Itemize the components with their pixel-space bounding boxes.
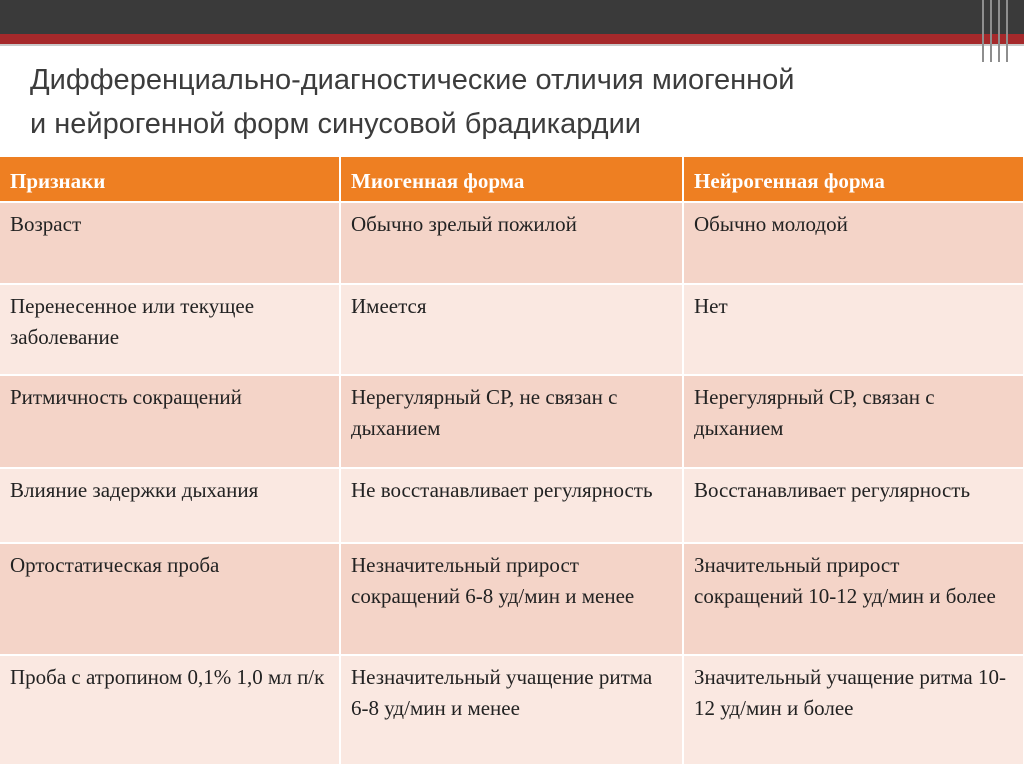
cell-myogenic: Незначительный прирост сокращений 6-8 уд/мин и менее <box>340 543 683 655</box>
cell-myogenic: Не восстанавливает регулярность <box>340 468 683 543</box>
table-row <box>0 202 1024 284</box>
cell-neurogenic: Обычно молодой <box>683 202 1024 284</box>
top-decorative-bar <box>0 0 1024 34</box>
table-row <box>0 543 1024 655</box>
table-row <box>0 655 1024 764</box>
cell-sign: Перенесенное или текущее заболевание <box>0 284 340 375</box>
decorative-divider <box>0 44 1024 46</box>
cell-neurogenic: Нет <box>683 284 1024 375</box>
table-row <box>0 284 1024 375</box>
cell-myogenic: Обычно зрелый пожилой <box>340 202 683 284</box>
cell-neurogenic: Значительный учащение ритма 10-12 уд/мин и более <box>683 655 1024 764</box>
cell-myogenic: Нерегулярный СР, не связан с дыханием <box>340 375 683 468</box>
cell-myogenic: Имеется <box>340 284 683 375</box>
header-signs: Признаки <box>0 157 340 202</box>
header-myogenic: Миогенная форма <box>340 157 683 202</box>
cell-myogenic: Незначительный учащение ритма 6-8 уд/мин и менее <box>340 655 683 764</box>
cell-neurogenic: Нерегулярный СР, связан с дыханием <box>683 375 1024 468</box>
cell-neurogenic: Восстанавливает регулярность <box>683 468 1024 543</box>
cell-neurogenic: Значительный прирост сокращений 10-12 уд/мин и более <box>683 543 1024 655</box>
comparison-table <box>0 157 1024 764</box>
cell-sign: Возраст <box>0 202 340 284</box>
header-neurogenic: Нейрогенная форма <box>683 157 1024 202</box>
table-row <box>0 375 1024 468</box>
cell-sign: Ритмичность сокращений <box>0 375 340 468</box>
cell-sign: Проба с атропином 0,1% 1,0 мл п/к <box>0 655 340 764</box>
table-row <box>0 468 1024 543</box>
table-header-row <box>0 157 1024 202</box>
slide-title <box>30 58 990 146</box>
accent-stripes <box>974 0 1024 62</box>
title-line-1: Дифференциально-диагностические отличия миогенной <box>30 64 795 96</box>
cell-sign: Влияние задержки дыхания <box>0 468 340 543</box>
title-line-2: и нейрогенной форм синусовой брадикардии <box>30 108 641 140</box>
red-decorative-band <box>0 34 1024 44</box>
cell-sign: Ортостатическая проба <box>0 543 340 655</box>
